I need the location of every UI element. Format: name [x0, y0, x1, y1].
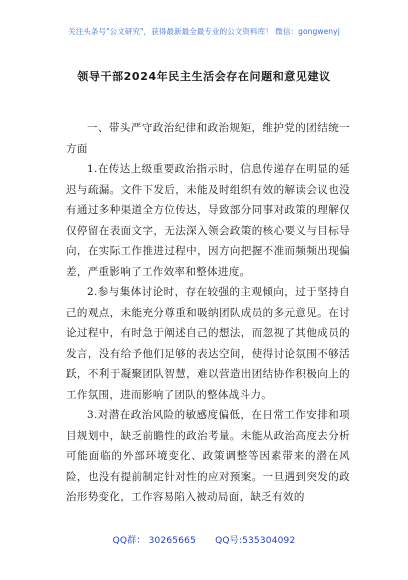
- paragraph-2: 2.参与集体讨论时，存在较强的主观倾向，过于坚持自己的观点，未能充分尊重和吸纳团队成员的多元意见。在讨论过程中，有时急于阐述自己的想法，而忽视了其他成员的发言，没有给予他们足够的表达空间，使得讨论氛围不够活跃，不利于凝聚团队智慧，难以营造出团结协作积极向上的工作氛围，进而影响了团队的整体战斗力。: [66, 286, 350, 401]
- footer-contact: [0, 533, 408, 546]
- document-title: 领导干部2024年民主生活会存在问题和意见建议: [77, 70, 331, 83]
- paragraph-3: 3.对潜在政治风险的敏感度偏低，在日常工作安排和项目规划中，缺乏前瞻性的政治考量。未能从政治高度去分析可能面临的外部环境变化、政策调整等因素带来的潜在风险，也没有提前制定针对性的应对预案。一旦遇到突发的政治形势变化，工作容易陷入被动局面，缺乏有效的: [66, 409, 350, 503]
- footer-qq-group: QQ群： 30265665: [112, 536, 197, 546]
- footer-qq-number: QQ号:535304092: [215, 536, 296, 546]
- document-body: [66, 118, 350, 508]
- header-banner: 关注头条号"公文研究"，获得最新最全最专业的公文资料库！ 微信：gongwenyj: [68, 27, 340, 36]
- paragraph-1: 1.在传达上级重要政治指示时，信息传递存在明显的延迟与疏漏。文件下发后，未能及时组织有效的解读会议也没有通过多种渠道全方位传达，导致部分同事对政策的理解仅仅停留在表面文字，无法深入领会政策的核心要义与目标导向，在实际工作推进过程中，因方向把握不准而频频出现偏差，严重影响了工作效率和整体进度。: [66, 163, 350, 278]
- section-heading: 一、带头严守政治纪律和政治规矩，维护党的团结统一方面: [66, 122, 350, 155]
